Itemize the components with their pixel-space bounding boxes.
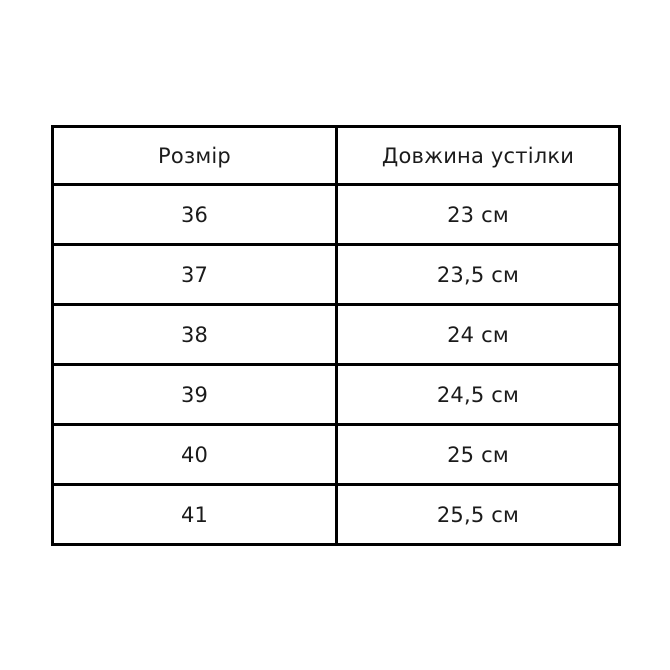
insole-length-cell: 23 см (337, 185, 620, 245)
table-row (53, 305, 620, 365)
size-cell: 38 (53, 305, 337, 365)
insole-length-cell: 24,5 см (337, 365, 620, 425)
table-row (53, 485, 620, 545)
table-row (53, 185, 620, 245)
size-chart-table (51, 125, 621, 546)
size-cell: 37 (53, 245, 337, 305)
table-row (53, 365, 620, 425)
size-column-header: Розмір (53, 127, 337, 185)
insole-length-cell: 23,5 см (337, 245, 620, 305)
insole-length-column-header: Довжина устілки (337, 127, 620, 185)
table-row (53, 245, 620, 305)
insole-length-cell: 25,5 см (337, 485, 620, 545)
size-cell: 39 (53, 365, 337, 425)
insole-length-cell: 24 см (337, 305, 620, 365)
header-row (53, 127, 620, 185)
insole-length-cell: 25 см (337, 425, 620, 485)
table-row (53, 425, 620, 485)
size-cell: 40 (53, 425, 337, 485)
size-cell: 36 (53, 185, 337, 245)
size-cell: 41 (53, 485, 337, 545)
